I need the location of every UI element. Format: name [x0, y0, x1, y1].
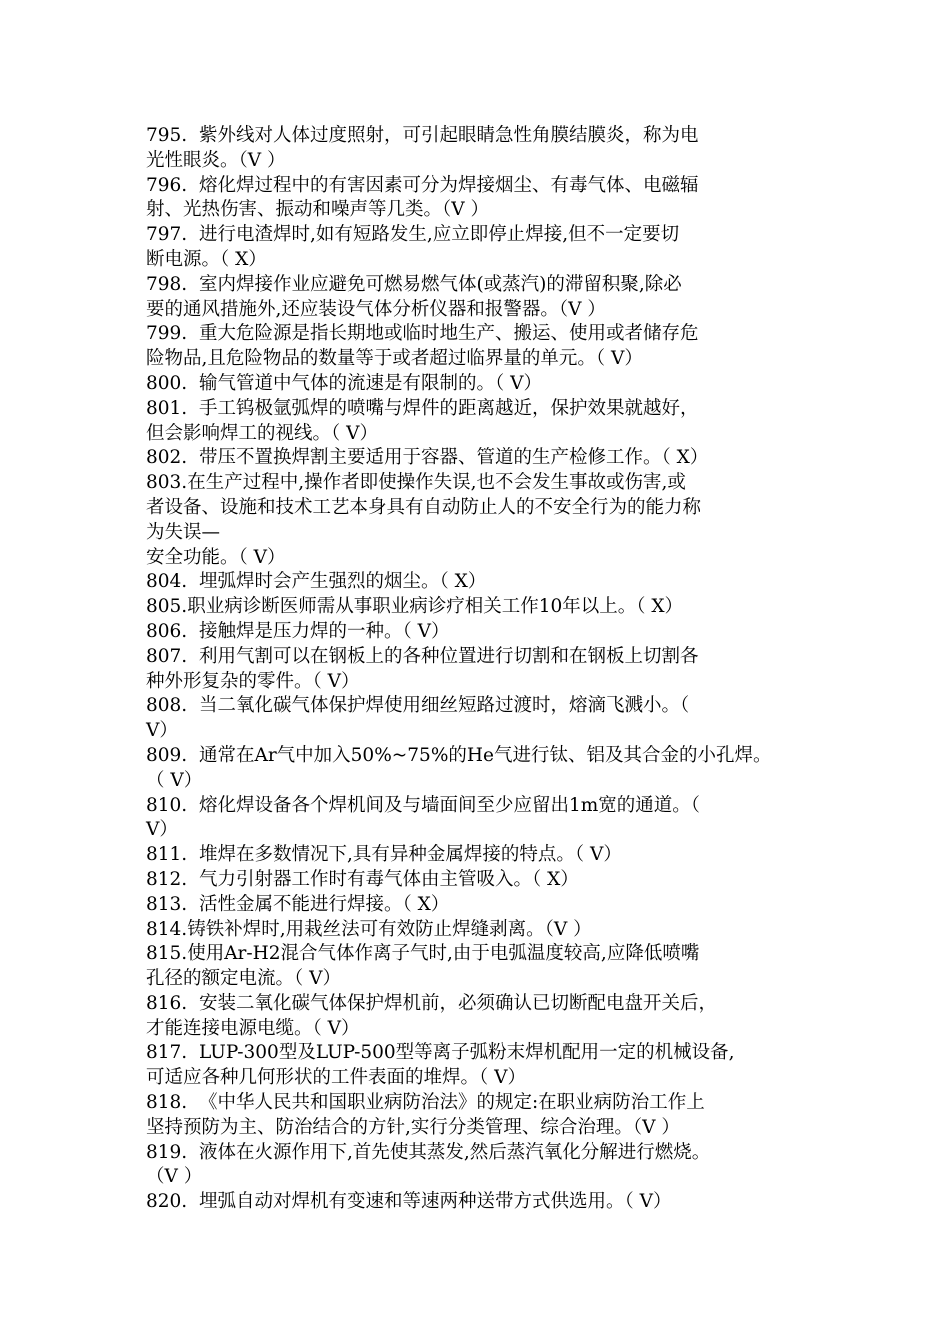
text-line: 可适应各种几何形状的工件表面的堆焊。（ V）: [146, 1067, 526, 1089]
text-line: 805.职业病诊断医师需从事职业病诊疗相关工作10年以上。（ X）: [146, 596, 684, 618]
text-line: 者设备、设施和技术工艺本身具有自动防止人的不安全行为的能力称: [146, 496, 702, 518]
text-line: 797. 进行电渣焊时,如有短路发生,应立即停止焊接,但不一定要切: [146, 224, 680, 246]
question-list: [146, 124, 826, 1215]
text-line: 803.在生产过程中,操作者即使操作失误,也不会发生事故或伤害,或: [146, 472, 686, 494]
text-line: V）: [146, 720, 178, 742]
text-line: 802. 带压不置换焊割主要适用于容器、管道的生产检修工作。（ X）: [146, 447, 709, 469]
text-line: 799. 重大危险源是指长期地或临时地生产、搬运、使用或者储存危: [146, 323, 699, 345]
text-line: V）: [146, 819, 178, 841]
text-line: 817. LUP-300型及LUP-500型等离子弧粉末焊机配用一定的机械设备,: [146, 1042, 735, 1064]
text-line: 光性眼炎。（V ）: [146, 149, 286, 171]
text-line: 818. 《中华人民共和国职业病防治法》的规定:在职业病防治工作上: [146, 1092, 705, 1114]
text-line: （V ）: [146, 1166, 203, 1188]
text-line: 800. 输气管道中气体的流速是有限制的。（ V）: [146, 372, 542, 394]
text-line: 813. 活性金属不能进行焊接。（ X）: [146, 893, 450, 915]
text-line: 795. 紫外线对人体过度照射，可引起眼睛急性角膜结膜炎，称为电: [146, 125, 699, 146]
text-line: 安全功能。（ V）: [146, 546, 286, 568]
text-line: 804. 埋弧焊时会产生强烈的烟尘。（ X）: [146, 571, 487, 593]
text-line: 812. 气力引射器工作时有毒气体由主管吸入。（ X）: [146, 868, 579, 890]
text-line: 但会影响焊工的视线。（ V）: [146, 422, 378, 444]
text-line: 为失误—: [146, 521, 221, 543]
text-line: 815.使用Ar-H2混合气体作离子气时,由于电弧温度较高,应降低喷嘴: [146, 943, 700, 965]
text-line: 807. 利用气割可以在钢板上的各种位置进行切割和在钢板上切割各: [146, 645, 699, 667]
text-line: 808. 当二氧化碳气体保护焊使用细丝短路过渡时，熔滴飞溅小。（: [146, 695, 690, 717]
text-line: 811. 堆焊在多数情况下,具有异种金属焊接的特点。（ V）: [146, 844, 622, 866]
text-line: 要的通风措施外,还应装设气体分析仪器和报警器。（V ）: [146, 298, 606, 320]
text-line: （ V）: [146, 769, 203, 791]
text-line: 798. 室内焊接作业应避免可燃易燃气体(或蒸汽)的滞留积聚,除必: [146, 273, 682, 295]
text-line: 才能连接电源电缆。（ V）: [146, 1017, 360, 1039]
text-line: 820. 埋弧自动对焊机有变速和等速两种送带方式供选用。（ V）: [146, 1191, 672, 1213]
text-line: 810. 熔化焊设备各个焊机间及与墙面间至少应留出1m宽的通道。（: [146, 794, 701, 816]
text-line: 孔径的额定电流。（ V）: [146, 968, 341, 990]
text-line: 坚持预防为主、防治结合的方针,实行分类管理、综合治理。（V ）: [146, 1116, 680, 1138]
text-line: 险物品,且危险物品的数量等于或者超过临界量的单元。（ V）: [146, 348, 643, 370]
text-line: 种外形复杂的零件。（ V）: [146, 670, 360, 692]
text-line: 801. 手工钨极氩弧焊的喷嘴与焊件的距离越近，保护效果就越好，: [146, 397, 699, 419]
text-line: 814.铸铁补焊时,用栽丝法可有效防止焊缝剥离。（V ）: [146, 918, 592, 940]
text-line: 806. 接触焊是压力焊的一种。（ V）: [146, 620, 450, 642]
text-line: 796. 熔化焊过程中的有害因素可分为焊接烟尘、有毒气体、电磁辐: [146, 174, 699, 196]
text-line: 断电源。（ X）: [146, 248, 267, 270]
text-line: 816. 安装二氧化碳气体保护焊机前，必须确认已切断配电盘开关后，: [146, 992, 717, 1014]
text-line: 射、光热伤害、振动和噪声等几类。（V ）: [146, 199, 489, 221]
text-line: 809. 通常在Ar气中加入50%~75%的He气进行钛、铝及其合金的小孔焊。: [146, 744, 772, 766]
text-line: 819. 液体在火源作用下,首先使其蒸发,然后蒸汽氧化分解进行燃烧。: [146, 1141, 711, 1163]
